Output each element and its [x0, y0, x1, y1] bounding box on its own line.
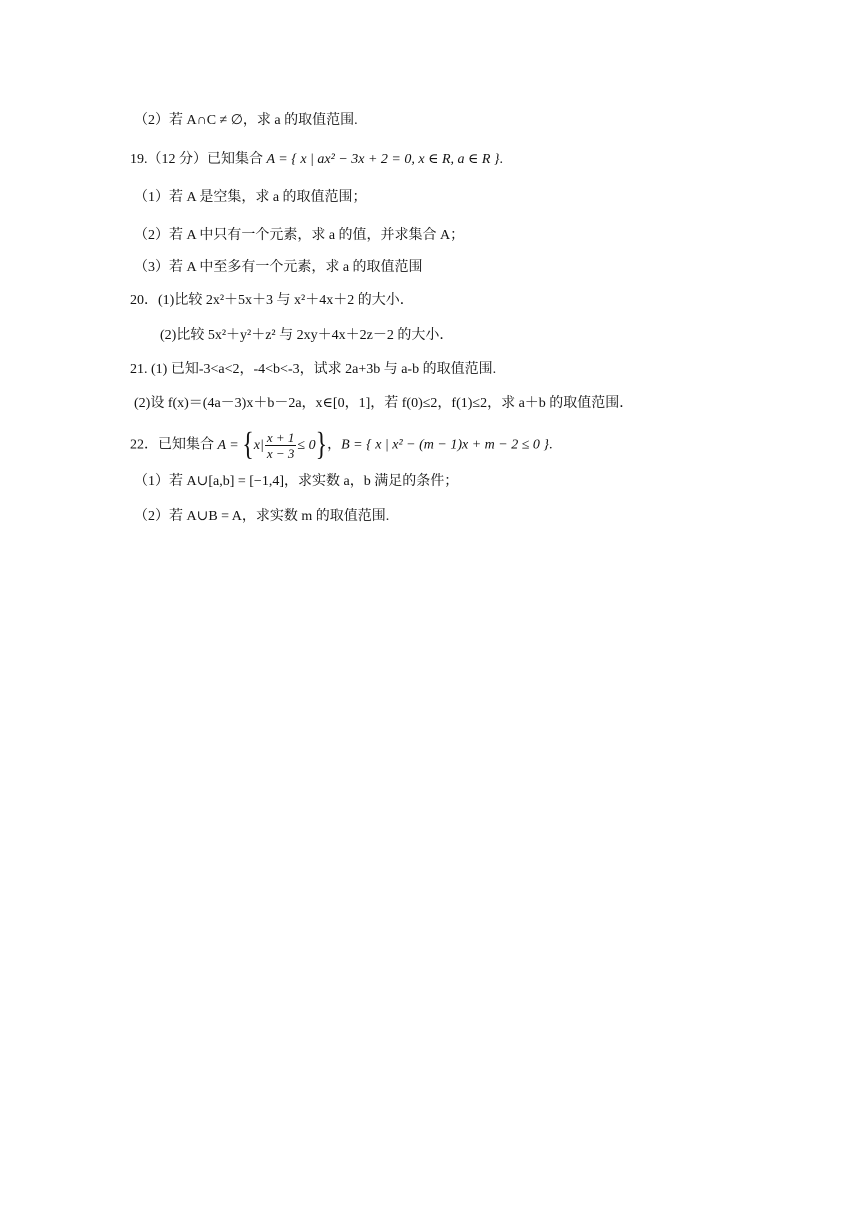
left-brace: {	[242, 427, 254, 463]
q22-separator: ，	[327, 437, 342, 453]
q22-set-a-condition: ≤ 0	[297, 437, 316, 453]
q21-part2-line: (2)设 f(x)＝(4a－3)x＋b－2a，x∈[0，1]，若 f(0)≤2，f(1)≤2，求 a＋b 的取值范围．	[134, 396, 634, 411]
q19-set-definition: A = { x | ax² − 3x + 2 = 0, x ∈ R, a ∈ R }	[266, 152, 500, 167]
q22-part1-line: （1）若 A∪[a,b] = [−1,4]，求实数 a，b 满足的条件；	[134, 474, 459, 489]
q22-heading-suffix: .	[549, 437, 553, 453]
q22-part2-line: （2）若 A∪B = A，求实数 m 的取值范围.	[134, 509, 390, 524]
q22-set-a	[217, 427, 328, 463]
q19-heading-suffix: .	[499, 152, 504, 167]
q22-set-a-variable: x|	[253, 437, 264, 453]
right-brace: }	[315, 427, 328, 463]
q19-part2-line: （2）若 A 中只有一个元素，求 a 的值，并求集合 A；	[134, 228, 465, 243]
q22-heading-prefix: 22．已知集合	[130, 437, 218, 453]
q22-fraction-denominator: x − 3	[266, 446, 295, 461]
q18-part2-line: （2）若 A∩C ≠ ∅，求 a 的取值范围.	[134, 113, 358, 128]
q20-part1-line: 20．(1)比较 2x²＋5x＋3 与 x²＋4x＋2 的大小．	[130, 293, 414, 308]
q22-set-b: B = { x | x² − (m − 1)x + m − 2 ≤ 0 }	[341, 437, 550, 453]
q22-set-a-label: A =	[217, 437, 243, 453]
q20-part2-line: (2)比较 5x²＋y²＋z² 与 2xy＋4x＋2z－2 的大小．	[160, 328, 454, 343]
q19-heading-line	[130, 150, 503, 170]
q22-fraction	[265, 430, 297, 461]
q22-heading-line	[130, 427, 553, 463]
q19-part3-line: （3）若 A 中至多有一个元素，求 a 的取值范围	[134, 260, 423, 275]
q19-heading-prefix: 19.（12 分）已知集合	[130, 152, 267, 167]
q22-fraction-numerator: x + 1	[266, 430, 295, 445]
q19-part1-line: （1）若 A 是空集，求 a 的取值范围；	[134, 190, 367, 205]
q21-part1-line: 21. (1) 已知-3<a<2，-4<b<-3，试求 2a+3b 与 a-b 的取值范围.	[130, 362, 497, 377]
